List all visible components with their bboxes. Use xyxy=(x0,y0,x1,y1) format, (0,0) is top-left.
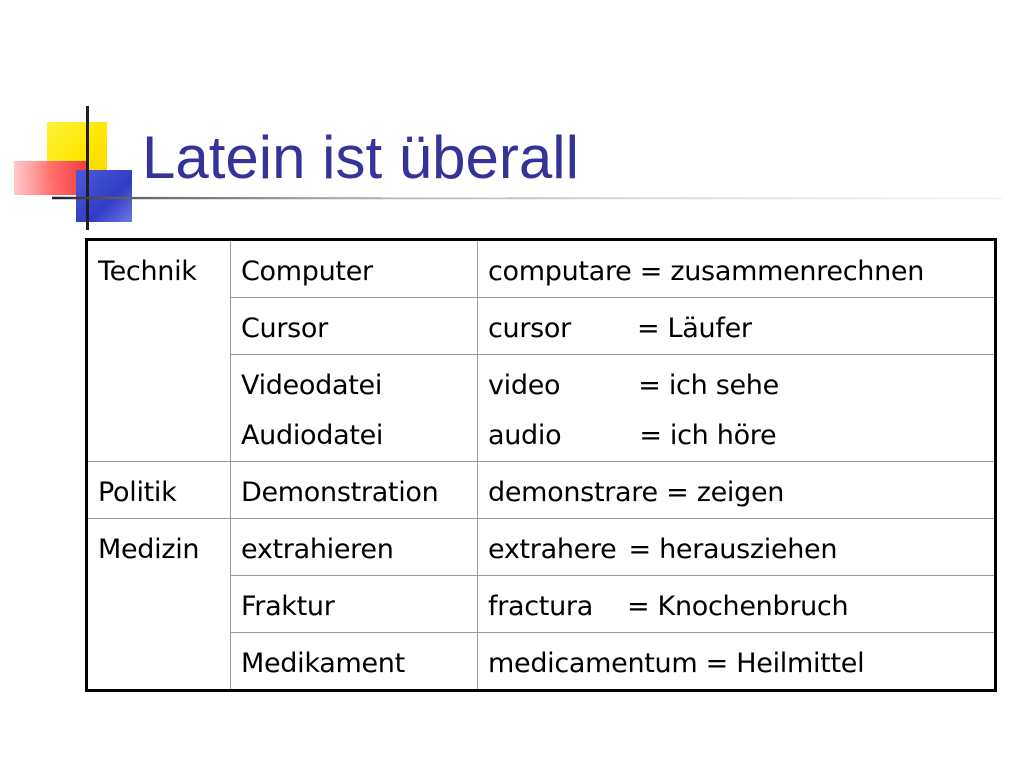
latin-line xyxy=(488,468,984,518)
german-meaning: = Knochenbruch xyxy=(626,591,849,622)
latin-word: extrahere xyxy=(488,534,617,565)
modern-word: extrahieren xyxy=(241,534,394,565)
latin-word: medicamentum xyxy=(488,648,698,679)
table-row xyxy=(87,519,996,576)
word-cell xyxy=(231,462,478,519)
latin-word: computare xyxy=(488,256,632,287)
category-cell xyxy=(87,519,231,576)
modern-word: Cursor xyxy=(241,313,328,344)
table-row xyxy=(87,633,996,691)
latin-line xyxy=(488,304,984,354)
category-cell xyxy=(87,462,231,519)
modern-word: Computer xyxy=(241,256,373,287)
german-meaning: = zeigen xyxy=(666,477,785,508)
category-cell xyxy=(87,633,231,691)
logo-blue-square xyxy=(76,170,132,222)
latin-line xyxy=(488,525,984,575)
latin-cell xyxy=(478,576,996,633)
latin-word: audio xyxy=(488,420,562,451)
latin-line xyxy=(488,582,984,632)
category-cell xyxy=(87,576,231,633)
category-label: Technik xyxy=(98,256,197,287)
latin-line xyxy=(488,411,984,461)
category-cell xyxy=(87,298,231,355)
category-cell xyxy=(87,355,231,462)
category-label: Medizin xyxy=(98,534,200,565)
german-meaning: = zusammenrechnen xyxy=(639,256,925,287)
word-cell xyxy=(231,298,478,355)
word-cell xyxy=(231,240,478,298)
slide-title: Latein ist überall xyxy=(142,124,579,191)
latin-cell xyxy=(478,462,996,519)
word-cell xyxy=(231,633,478,691)
modern-word: Videodatei xyxy=(241,370,383,401)
german-meaning: = herausziehen xyxy=(628,534,838,565)
category-cell xyxy=(87,240,231,298)
modern-word: Demonstration xyxy=(241,477,439,508)
logo-vertical-line xyxy=(86,106,89,230)
table-row xyxy=(87,355,996,462)
latin-word: fractura xyxy=(488,591,593,622)
table-row xyxy=(87,298,996,355)
german-meaning: = ich sehe xyxy=(638,370,779,401)
latin-cell xyxy=(478,355,996,462)
word-cell xyxy=(231,576,478,633)
latin-word: cursor xyxy=(488,313,571,344)
german-meaning: = Läufer xyxy=(636,313,752,344)
latin-line xyxy=(488,247,984,297)
german-meaning: = Heilmittel xyxy=(705,648,865,679)
modern-word: Medikament xyxy=(241,648,405,679)
latin-cell xyxy=(478,298,996,355)
modern-word: Fraktur xyxy=(241,591,335,622)
vocabulary-table xyxy=(85,238,997,692)
latin-line xyxy=(488,639,984,689)
latin-line xyxy=(488,361,984,411)
table-row xyxy=(87,576,996,633)
latin-word: demonstrare xyxy=(488,477,658,508)
latin-word: video xyxy=(488,370,561,401)
latin-cell xyxy=(478,633,996,691)
table-row xyxy=(87,240,996,298)
latin-cell xyxy=(478,240,996,298)
german-meaning: = ich höre xyxy=(639,420,777,451)
modern-word: Audiodatei xyxy=(241,420,384,451)
word-cell xyxy=(231,519,478,576)
table-row xyxy=(87,462,996,519)
word-cell xyxy=(231,355,478,462)
latin-cell xyxy=(478,519,996,576)
category-label: Politik xyxy=(98,477,177,508)
